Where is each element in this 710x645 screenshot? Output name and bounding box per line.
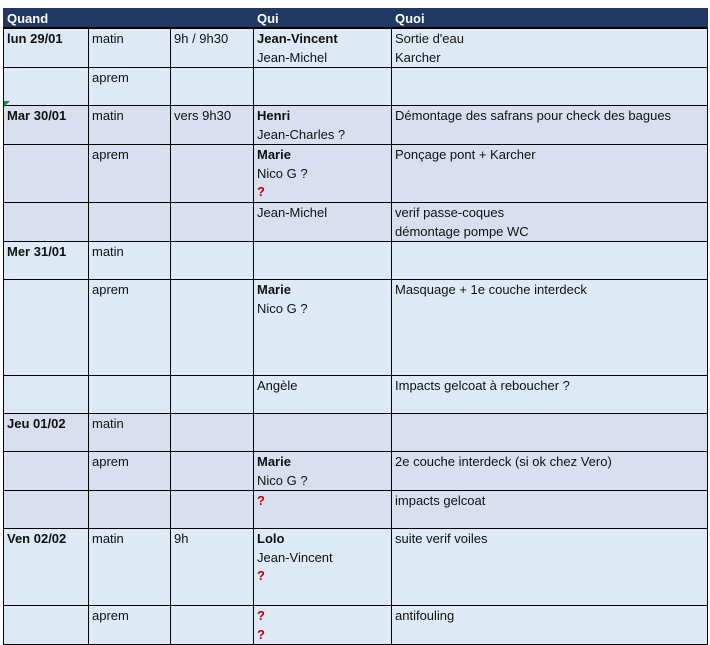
table-row — [4, 203, 708, 242]
time-cell[interactable] — [171, 606, 254, 645]
quoi-line: Masquage + 1e couche interdeck — [395, 282, 587, 297]
quoi-cell[interactable] — [392, 28, 708, 68]
qui-cell[interactable] — [254, 491, 392, 529]
day-cell[interactable] — [4, 280, 89, 376]
unknown-person-mark: ? — [257, 626, 265, 642]
quoi-line: suite verif voiles — [395, 531, 488, 546]
quoi-line: Démontage des safrans pour check des bagues — [395, 108, 672, 123]
quoi-cell[interactable] — [392, 280, 708, 376]
time-cell[interactable]: vers 9h30 — [171, 106, 254, 145]
table-row — [4, 414, 708, 452]
day-cell[interactable] — [4, 606, 89, 645]
day-label: Jeu 01/02 — [7, 416, 66, 431]
time-cell[interactable] — [171, 376, 254, 414]
time-cell[interactable] — [171, 452, 254, 491]
day-cell[interactable] — [4, 106, 89, 145]
quoi-line: impacts gelcoat — [395, 493, 486, 508]
qui-lead: Jean-Vincent — [257, 31, 338, 46]
quoi-line: verif passe-coques — [395, 205, 505, 220]
quoi-cell[interactable] — [392, 106, 708, 145]
quoi-line: Impacts gelcoat à reboucher ? — [395, 378, 570, 393]
time-cell[interactable] — [171, 491, 254, 529]
table-row — [4, 280, 708, 376]
qui-line: Nico G ? — [257, 472, 308, 488]
day-cell[interactable] — [4, 28, 89, 68]
quoi-cell[interactable] — [392, 203, 708, 242]
quoi-cell[interactable] — [392, 452, 708, 491]
day-cell[interactable] — [4, 242, 89, 280]
qui-lead: Marie — [257, 282, 291, 297]
qui-line: Jean-Michel — [257, 49, 328, 65]
header-row — [4, 9, 708, 29]
day-label: lun 29/01 — [7, 31, 63, 46]
unknown-person-mark: ? — [257, 493, 265, 508]
cell-comment-indicator[interactable] — [4, 101, 10, 107]
day-cell[interactable] — [4, 68, 89, 106]
table-row — [4, 68, 708, 106]
table-row — [4, 491, 708, 529]
time-cell[interactable] — [171, 280, 254, 376]
table-row — [4, 145, 708, 203]
qui-cell[interactable] — [254, 376, 392, 414]
day-cell[interactable] — [4, 529, 89, 606]
qui-cell[interactable] — [254, 414, 392, 452]
quoi-line: Ponçage pont + Karcher — [395, 147, 536, 162]
qui-cell[interactable] — [254, 529, 392, 606]
qui-cell[interactable] — [254, 280, 392, 376]
day-label: Mar 30/01 — [7, 108, 67, 123]
unknown-person-mark: ? — [257, 184, 265, 199]
quoi-cell[interactable] — [392, 376, 708, 414]
table-row — [4, 376, 708, 414]
qui-line: Nico G ? — [257, 165, 308, 181]
qui-lead: Marie — [257, 147, 291, 162]
day-label: Ven 02/02 — [7, 531, 67, 546]
day-cell[interactable] — [4, 414, 89, 452]
period-cell[interactable] — [89, 491, 171, 529]
quoi-cell[interactable] — [392, 491, 708, 529]
table-row — [4, 242, 708, 280]
header-quoi[interactable]: Quoi — [392, 9, 708, 29]
qui-cell[interactable] — [254, 452, 392, 491]
qui-cell[interactable] — [254, 203, 392, 242]
period-cell[interactable] — [89, 203, 171, 242]
quoi-cell[interactable] — [392, 529, 708, 606]
period-cell[interactable]: matin — [89, 529, 171, 606]
header-qui[interactable]: Qui — [254, 9, 392, 29]
qui-line: Jean-Charles ? — [257, 126, 346, 142]
qui-lead: Marie — [257, 454, 291, 469]
qui-line: Jean-Michel — [257, 205, 328, 220]
period-cell[interactable]: aprem — [89, 606, 171, 645]
time-cell[interactable] — [171, 242, 254, 280]
period-cell[interactable] — [89, 376, 171, 414]
table-row — [4, 28, 708, 68]
day-cell[interactable] — [4, 376, 89, 414]
quoi-cell[interactable] — [392, 68, 708, 106]
time-cell[interactable]: 9h / 9h30 — [171, 28, 254, 68]
qui-cell[interactable] — [254, 28, 392, 68]
qui-cell[interactable] — [254, 106, 392, 145]
quoi-line: 2e couche interdeck (si ok chez Vero) — [395, 454, 612, 469]
table-row — [4, 106, 708, 145]
day-cell[interactable] — [4, 491, 89, 529]
quoi-line: démontage pompe WC — [395, 223, 529, 239]
quoi-line: Karcher — [395, 49, 441, 65]
schedule-table — [3, 8, 708, 645]
table-row — [4, 606, 708, 645]
time-cell[interactable] — [171, 145, 254, 203]
time-cell[interactable]: 9h — [171, 529, 254, 606]
qui-lead: Lolo — [257, 531, 285, 546]
qui-cell[interactable] — [254, 68, 392, 106]
qui-cell[interactable] — [254, 242, 392, 280]
quoi-line: Sortie d'eau — [395, 31, 464, 46]
period-cell[interactable]: matin — [89, 414, 171, 452]
period-cell[interactable]: aprem — [89, 452, 171, 491]
qui-line: Angèle — [257, 378, 298, 393]
period-cell[interactable]: aprem — [89, 145, 171, 203]
header-quand[interactable]: Quand — [4, 9, 254, 29]
table-row — [4, 529, 708, 606]
time-cell[interactable] — [171, 68, 254, 106]
quoi-line: antifouling — [395, 608, 455, 623]
qui-line: Nico G ? — [257, 300, 308, 316]
quoi-cell[interactable] — [392, 606, 708, 645]
quoi-cell[interactable] — [392, 242, 708, 280]
period-cell[interactable]: matin — [89, 28, 171, 68]
day-cell[interactable] — [4, 203, 89, 242]
unknown-person-mark: ? — [257, 608, 265, 623]
day-cell[interactable] — [4, 145, 89, 203]
unknown-person-mark: ? — [257, 568, 265, 583]
qui-cell[interactable] — [254, 145, 392, 203]
time-cell[interactable] — [171, 414, 254, 452]
quoi-cell[interactable] — [392, 145, 708, 203]
quoi-cell[interactable] — [392, 414, 708, 452]
time-cell[interactable] — [171, 203, 254, 242]
qui-line: Jean-Vincent — [257, 549, 333, 565]
period-cell[interactable]: matin — [89, 242, 171, 280]
day-cell[interactable] — [4, 452, 89, 491]
day-label: Mer 31/01 — [7, 244, 67, 259]
table-row — [4, 452, 708, 491]
period-cell[interactable]: aprem — [89, 68, 171, 106]
qui-lead: Henri — [257, 108, 291, 123]
qui-cell[interactable] — [254, 606, 392, 645]
period-cell[interactable]: aprem — [89, 280, 171, 376]
period-cell[interactable]: matin — [89, 106, 171, 145]
